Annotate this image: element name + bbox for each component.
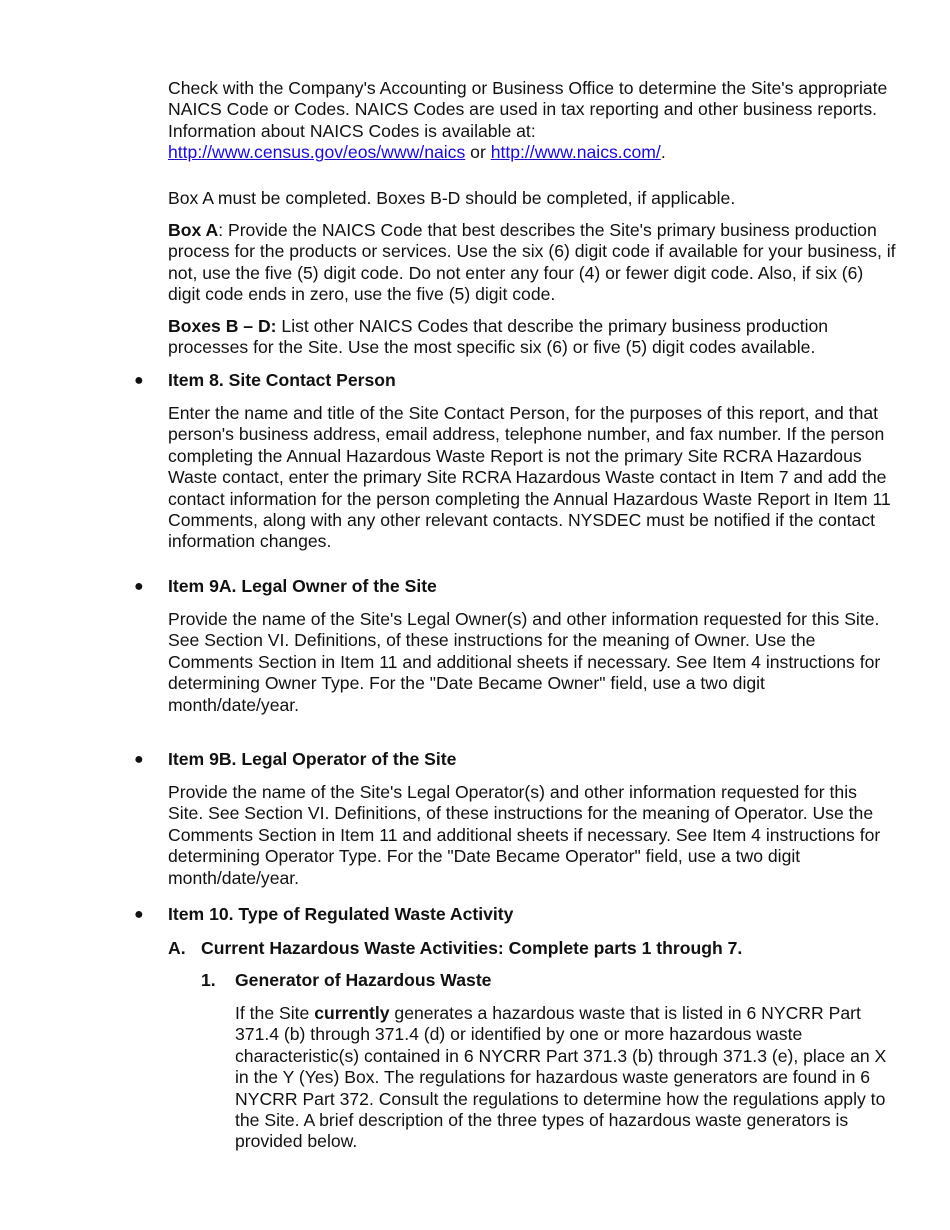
item10-heading <box>0 904 950 926</box>
boxes-note: Box A must be completed. Boxes B-D should be completed, if applicable. <box>168 188 736 208</box>
census-naics-link[interactable]: http://www.census.gov/eos/www/naics <box>168 142 466 163</box>
period-text: . <box>660 142 666 163</box>
bullet-icon: ● <box>134 751 144 768</box>
item9b-heading <box>0 749 950 771</box>
item8-text: Enter the name and title of the Site Contact Person, for the purposes of this report, and that person's business address, email address, telephone number, and fax number. If the person completing the Annual Hazardous Waste Report is not the primary Site RCRA Hazardous Waste contact, enter the primary Site RCRA Hazardous Waste contact in Item 7 and add the contact information for the person completing the Annual Hazardous Waste Report in Item 11 Comments, along with any other relevant contacts. NYSDEC must be notified if the contact information changes. <box>168 403 891 552</box>
box-a-paragraph <box>168 220 896 306</box>
or-text: or <box>465 142 491 163</box>
box-bd-paragraph <box>168 316 896 359</box>
item9a-heading <box>0 576 950 598</box>
box-a-text: : Provide the NAICS Code that best describes the Site's primary business production process for the products or services. Use the six (6) digit code if available for your business, if not, use the five (5) digit code. Do not enter any four (4) or fewer digit code. Also, if six (6) digit code ends in zero, use the five (5) digit code. <box>168 220 896 305</box>
box-bd-label: Boxes B – D: <box>168 316 277 336</box>
item9b-text: Provide the name of the Site's Legal Operator(s) and other information requested for this Site. See Section VI. Definitions, of these instructions for the meaning of Operator. Use the Comments Section in Item 11 and additional sheets if necessary. See Item 4 instructions for determining Operator Type. For the "Date Became Operator" field, use a two digit month/date/year. <box>168 782 881 888</box>
section-a-title: Current Hazardous Waste Activities: Complete parts 1 through 7. <box>201 938 743 958</box>
naics-intro-paragraph <box>168 78 896 164</box>
naics-intro-text: Check with the Company's Accounting or Business Office to determine the Site's appropriate NAICS Code or Codes. NAICS Codes are used in tax reporting and other business reports. Information about NAICS Codes is available at: <box>168 78 888 141</box>
item10-title: Item 10. Type of Regulated Waste Activity <box>168 904 514 924</box>
part1-text <box>235 1003 895 1153</box>
part1-text-after: generates a hazardous waste that is listed in 6 NYCRR Part 371.4 (b) through 371.4 (d) or identified by one or more hazardous waste characteristic(s) contained in 6 NYCRR Part 371.3 (b) through 371.3 (e), place an X in the Y (Yes) Box. The regulations for hazardous waste generators are found in 6 NYCRR Part 372. Consult the regulations to determine how the regulations apply to the Site. A brief description of the three types of hazardous waste generators is provided below. <box>235 1003 887 1152</box>
part1-heading <box>0 970 950 992</box>
box-a-label: Box A <box>168 220 219 240</box>
item9b-title: Item 9B. Legal Operator of the Site <box>168 749 457 769</box>
item9a-text: Provide the name of the Site's Legal Owner(s) and other information requested for this Site. See Section VI. Definitions, of these instructions for the meaning of Owner. Use the Comments Section in Item 11 and additional sheets if necessary. See Item 4 instructions for determining Owner Type. For the "Date Became Owner" field, use a two digit month/date/year. <box>168 609 881 715</box>
part1-label: 1. <box>201 970 216 990</box>
part1-emphasis: currently <box>314 1003 390 1023</box>
item8-title: Item 8. Site Contact Person <box>168 370 396 390</box>
part1-title: Generator of Hazardous Waste <box>235 970 492 990</box>
part1-text-before: If the Site <box>235 1003 315 1023</box>
bullet-icon: ● <box>134 906 144 923</box>
section-a-label: A. <box>168 938 186 958</box>
naics-com-link[interactable]: http://www.naics.com/ <box>490 142 661 163</box>
item8-heading <box>0 370 950 392</box>
bullet-icon: ● <box>134 372 144 389</box>
box-bd-text: List other NAICS Codes that describe the primary business production processes for the Site. Use the most specific six (6) or five (5) digit codes available. <box>168 316 829 358</box>
section-a-heading <box>0 938 950 960</box>
item9a-title: Item 9A. Legal Owner of the Site <box>168 576 437 596</box>
bullet-icon: ● <box>134 578 144 595</box>
